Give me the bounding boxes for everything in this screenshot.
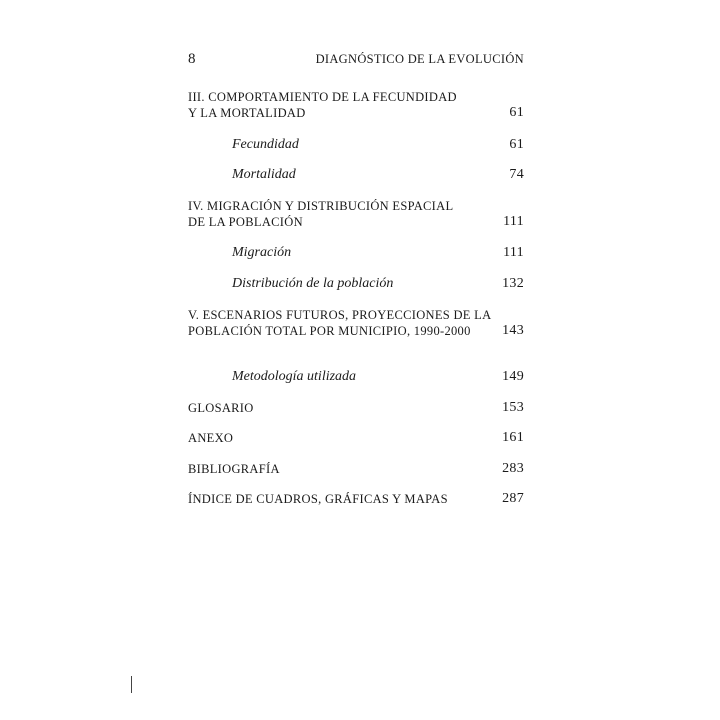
toc-title-line: V. ESCENARIOS FUTUROS, PROYECCIONES DE LA (188, 308, 492, 322)
toc-entry-mortalidad[interactable] (188, 167, 524, 183)
toc-title-line: IV. MIGRACIÓN Y DISTRIBUCIÓN ESPACIAL (188, 199, 454, 213)
toc-title: Metodología utilizada (232, 369, 357, 384)
toc-entry-fecundidad[interactable] (188, 137, 524, 153)
toc-title: ANEXO (188, 431, 234, 445)
toc-title: ÍNDICE DE CUADROS, GRÁFICAS Y MAPAS (188, 492, 448, 506)
toc-page: 111 (503, 245, 524, 260)
toc-page: 287 (502, 491, 524, 506)
toc-page: 74 (509, 167, 524, 182)
toc-page: 143 (502, 323, 524, 338)
toc-page: 149 (502, 369, 524, 384)
scan-margin-mark (131, 676, 132, 693)
toc-page: 283 (502, 461, 524, 476)
toc-title: Distribución de la población (232, 276, 394, 291)
toc-entry-indice[interactable] (188, 491, 524, 507)
toc-entry-chapter-5[interactable] (188, 307, 524, 339)
toc-entry-migracion[interactable] (188, 245, 524, 261)
toc-page: 161 (502, 430, 524, 445)
toc-title-line: III. COMPORTAMIENTO DE LA FECUNDIDAD (188, 90, 457, 104)
toc-title: Mortalidad (232, 167, 296, 182)
toc-page: 153 (502, 400, 524, 415)
toc-entry-glosario[interactable] (188, 400, 524, 416)
toc-entry-metodologia[interactable] (188, 369, 524, 385)
toc-entry-distribucion[interactable] (188, 276, 524, 292)
toc-title-line: POBLACIÓN TOTAL POR MUNICIPIO, 1990-2000 (188, 324, 471, 338)
page-number: 8 (188, 51, 196, 67)
toc-title-line: Y LA MORTALIDAD (188, 106, 306, 120)
toc-title: Fecundidad (232, 137, 299, 152)
toc-entry-chapter-4[interactable] (188, 198, 524, 230)
toc-page: 132 (502, 276, 524, 291)
toc-page: 61 (509, 105, 524, 120)
toc-title: Migración (232, 245, 292, 260)
toc-title-line: DE LA POBLACIÓN (188, 215, 303, 229)
toc-entry-anexo[interactable] (188, 430, 524, 446)
running-title: DIAGNÓSTICO DE LA EVOLUCIÓN (315, 52, 524, 66)
toc-page: 61 (509, 137, 524, 152)
toc-entry-chapter-3[interactable] (188, 89, 524, 121)
toc-title: BIBLIOGRAFÍA (188, 462, 280, 476)
toc-entry-bibliografia[interactable] (188, 461, 524, 477)
toc-page: 111 (503, 214, 524, 229)
toc-title: GLOSARIO (188, 401, 254, 415)
